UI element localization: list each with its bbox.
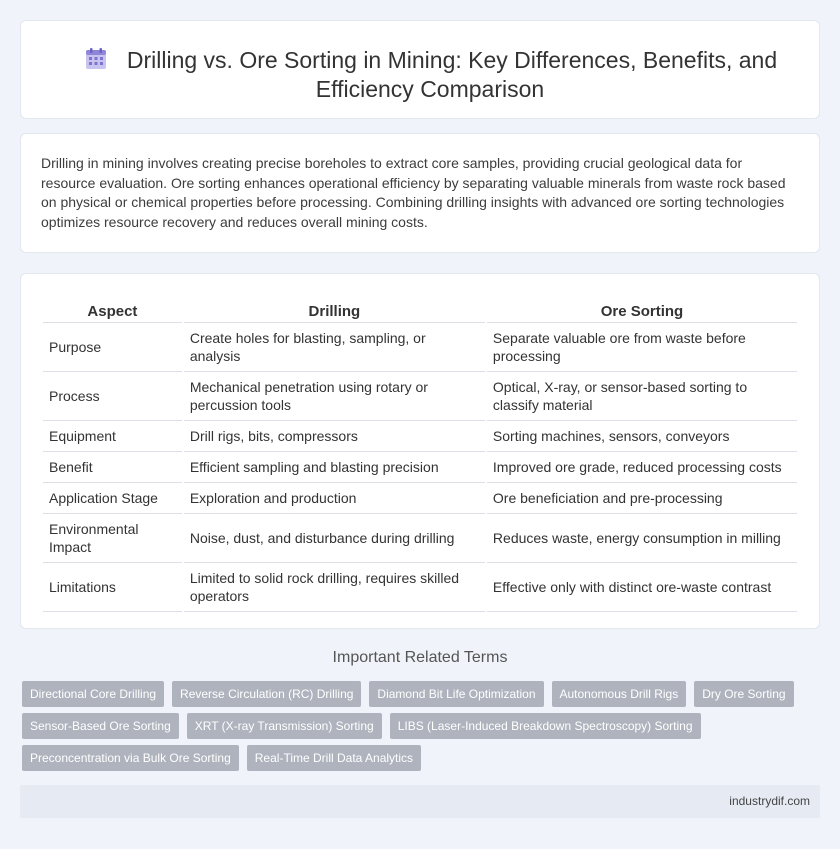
row-aspect: Benefit bbox=[43, 452, 182, 483]
row-aspect: Purpose bbox=[43, 323, 182, 372]
row-drilling: Drill rigs, bits, compressors bbox=[184, 421, 485, 452]
related-term-tag[interactable]: XRT (X-ray Transmission) Sorting bbox=[187, 713, 382, 739]
row-drilling: Efficient sampling and blasting precision bbox=[184, 452, 485, 483]
table-row bbox=[43, 483, 797, 514]
row-ore-sorting: Reduces waste, energy consumption in milling bbox=[487, 514, 797, 563]
table-row bbox=[43, 421, 797, 452]
header-drilling: Drilling bbox=[184, 294, 485, 323]
row-aspect: Equipment bbox=[43, 421, 182, 452]
footer-site-link[interactable]: industrydif.com bbox=[729, 794, 810, 808]
row-aspect: Environmental Impact bbox=[43, 514, 182, 563]
related-term-tag[interactable]: Autonomous Drill Rigs bbox=[552, 681, 687, 707]
row-ore-sorting: Effective only with distinct ore-waste contrast bbox=[487, 563, 797, 612]
related-term-tag[interactable]: Directional Core Drilling bbox=[22, 681, 164, 707]
calendar-icon bbox=[83, 46, 109, 72]
page-title-wrap bbox=[61, 46, 799, 104]
table-row bbox=[43, 514, 797, 563]
header-ore-sorting: Ore Sorting bbox=[487, 294, 797, 323]
intro-paragraph: Drilling in mining involves creating precise boreholes to extract core samples, providing crucial geological data for resource evaluation. Ore sorting enhances operational efficiency by separating valuable minerals from waste rock based on physical or chemical properties before processing. Combining drilling insights with advanced ore sorting technologies optimizes resource recovery and reduces overall mining costs. bbox=[41, 155, 786, 230]
header-aspect: Aspect bbox=[43, 294, 182, 323]
intro-card bbox=[20, 133, 820, 253]
related-term-tag[interactable]: Dry Ore Sorting bbox=[694, 681, 793, 707]
related-term-tag[interactable]: Preconcentration via Bulk Ore Sorting bbox=[22, 745, 239, 771]
related-term-tag[interactable]: LIBS (Laser-Induced Breakdown Spectroscopy) Sorting bbox=[390, 713, 701, 739]
row-drilling: Mechanical penetration using rotary or percussion tools bbox=[184, 372, 485, 421]
row-ore-sorting: Ore beneficiation and pre-processing bbox=[487, 483, 797, 514]
related-terms-title: Important Related Terms bbox=[332, 649, 508, 666]
related-terms-list bbox=[22, 681, 812, 771]
row-drilling: Exploration and production bbox=[184, 483, 485, 514]
header-card bbox=[20, 20, 820, 119]
row-aspect: Limitations bbox=[43, 563, 182, 612]
related-term-tag[interactable]: Real-Time Drill Data Analytics bbox=[247, 745, 421, 771]
row-drilling: Create holes for blasting, sampling, or analysis bbox=[184, 323, 485, 372]
row-aspect: Process bbox=[43, 372, 182, 421]
table-row bbox=[43, 323, 797, 372]
table-header-row bbox=[43, 294, 797, 323]
row-drilling: Noise, dust, and disturbance during drilling bbox=[184, 514, 485, 563]
row-ore-sorting: Optical, X-ray, or sensor-based sorting to classify material bbox=[487, 372, 797, 421]
related-term-tag[interactable]: Diamond Bit Life Optimization bbox=[369, 681, 543, 707]
table-row bbox=[43, 563, 797, 612]
page-title: Drilling vs. Ore Sorting in Mining: Key Differences, Benefits, and Efficiency Comparison bbox=[126, 47, 778, 102]
related-term-tag[interactable]: Reverse Circulation (RC) Drilling bbox=[172, 681, 361, 707]
table-row bbox=[43, 452, 797, 483]
comparison-card bbox=[20, 273, 820, 629]
row-drilling: Limited to solid rock drilling, requires skilled operators bbox=[184, 563, 485, 612]
footer bbox=[20, 785, 820, 818]
comparison-table bbox=[41, 294, 799, 612]
table-row bbox=[43, 372, 797, 421]
related-term-tag[interactable]: Sensor-Based Ore Sorting bbox=[22, 713, 179, 739]
row-ore-sorting: Improved ore grade, reduced processing costs bbox=[487, 452, 797, 483]
row-aspect: Application Stage bbox=[43, 483, 182, 514]
row-ore-sorting: Separate valuable ore from waste before processing bbox=[487, 323, 797, 372]
row-ore-sorting: Sorting machines, sensors, conveyors bbox=[487, 421, 797, 452]
